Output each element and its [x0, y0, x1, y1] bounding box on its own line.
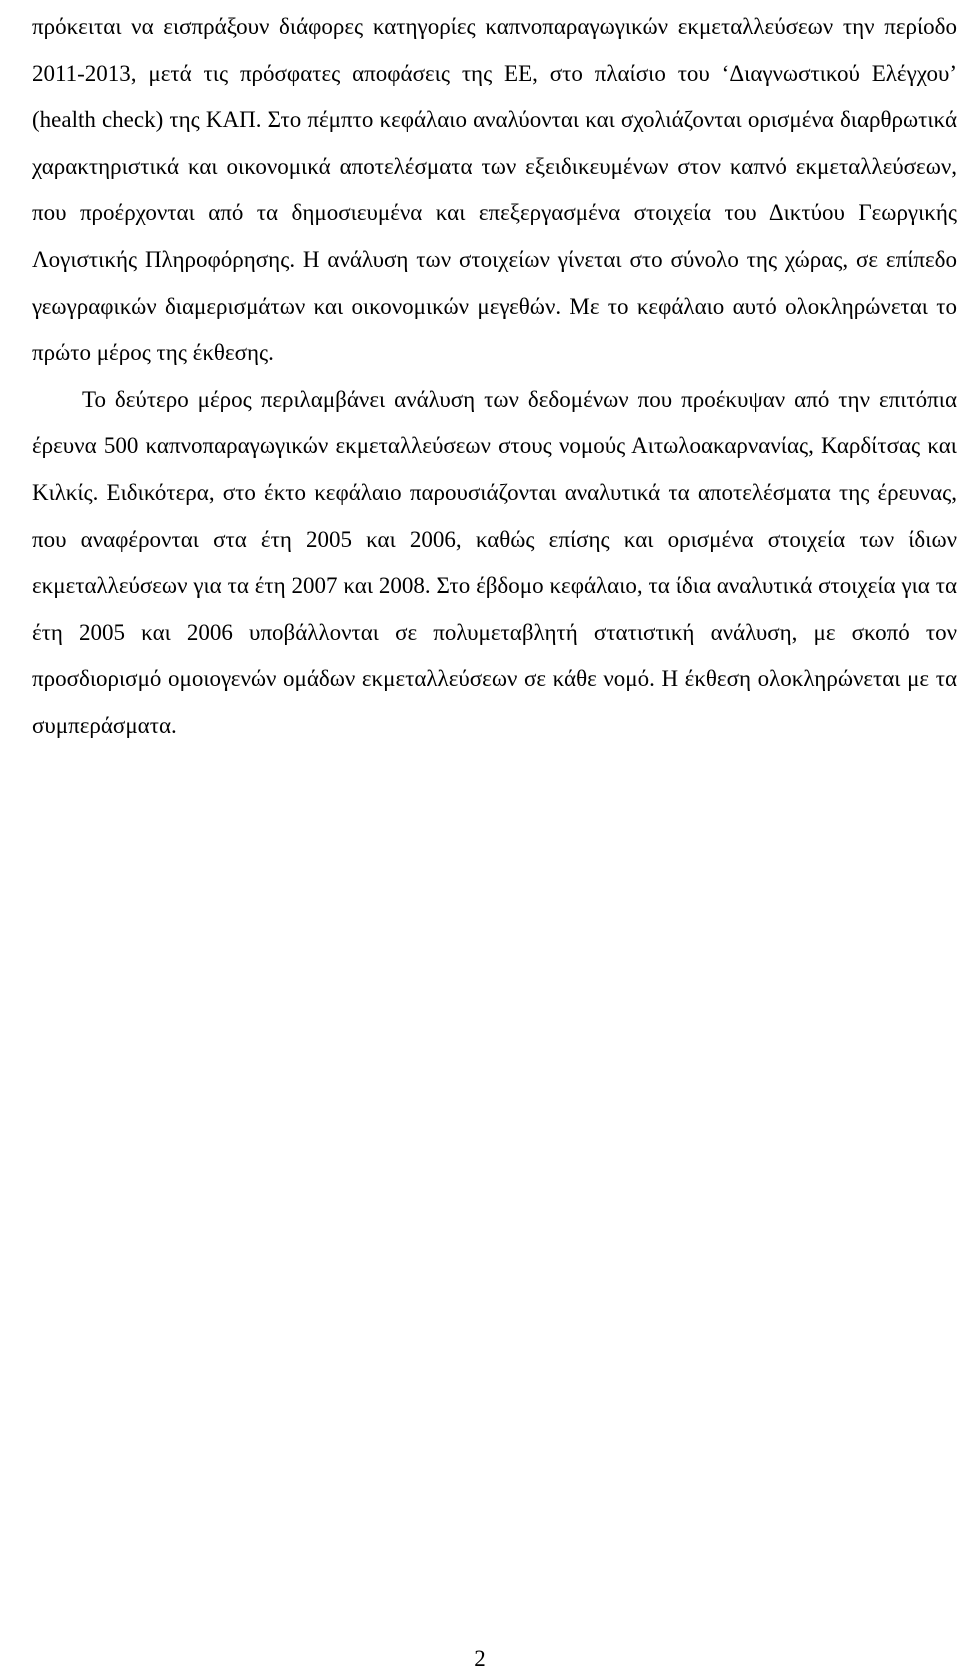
body-text: [32, 4, 957, 750]
paragraph-second-part: Το δεύτερο μέρος περιλαμβάνει ανάλυση των δεδομένων που προέκυψαν από την επιτόπια έρευνα 500 καπνοπαραγωγικών εκμεταλλεύσεων στους νομούς Αιτωλοακαρνανίας, Καρδίτσας και Κιλκίς. Ειδικότερα, στο έκτο κεφάλαιο παρουσιάζονται αναλυτικά τα αποτελέσματα της έρευνας, που αναφέρονται στα έτη 2005 και 2006, καθώς επίσης και ορισμένα στοιχεία των ίδιων εκμεταλλεύσεων για τα έτη 2007 και 2008. Στο έβδομο κεφάλαιο, τα ίδια αναλυτικά στοιχεία για τα έτη 2005 και 2006 υποβάλλονται σε πολυμεταβλητή στατιστική ανάλυση, με σκοπό τον προσδιορισμό ομοιογενών ομάδων εκμεταλλεύσεων σε κάθε νομό. Η έκθεση ολοκληρώνεται με τα συμπεράσματα.: [32, 386, 957, 738]
paragraph-continuation: πρόκειται να εισπράξουν διάφορες κατηγορίες καπνοπαραγωγικών εκμεταλλεύσεων την περίοδο 2011-2013, μετά τις πρόσφατες αποφάσεις της ΕΕ, στο πλαίσιο του ‘Διαγνωστικού Ελέγχου’ (health check) της ΚΑΠ. Στο πέμπτο κεφάλαιο αναλύονται και σχολιάζονται ορισμένα διαρθρωτικά χαρακτηριστικά και οικονομικά αποτελέσματα των εξειδικευμένων στον καπνό εκμεταλλεύσεων, που προέρχονται από τα δημοσιευμένα και επεξεργασμένα στοιχεία του Δικτύου Γεωργικής Λογιστικής Πληροφόρησης. Η ανάλυση των στοιχείων γίνεται στο σύνολο της χώρας, σε επίπεδο γεωγραφικών διαμερισμάτων και οικονομικών μεγεθών. Με το κεφάλαιο αυτό ολοκληρώνεται το πρώτο μέρος της έκθεσης.: [32, 14, 957, 366]
page-number: 2: [474, 1646, 486, 1671]
